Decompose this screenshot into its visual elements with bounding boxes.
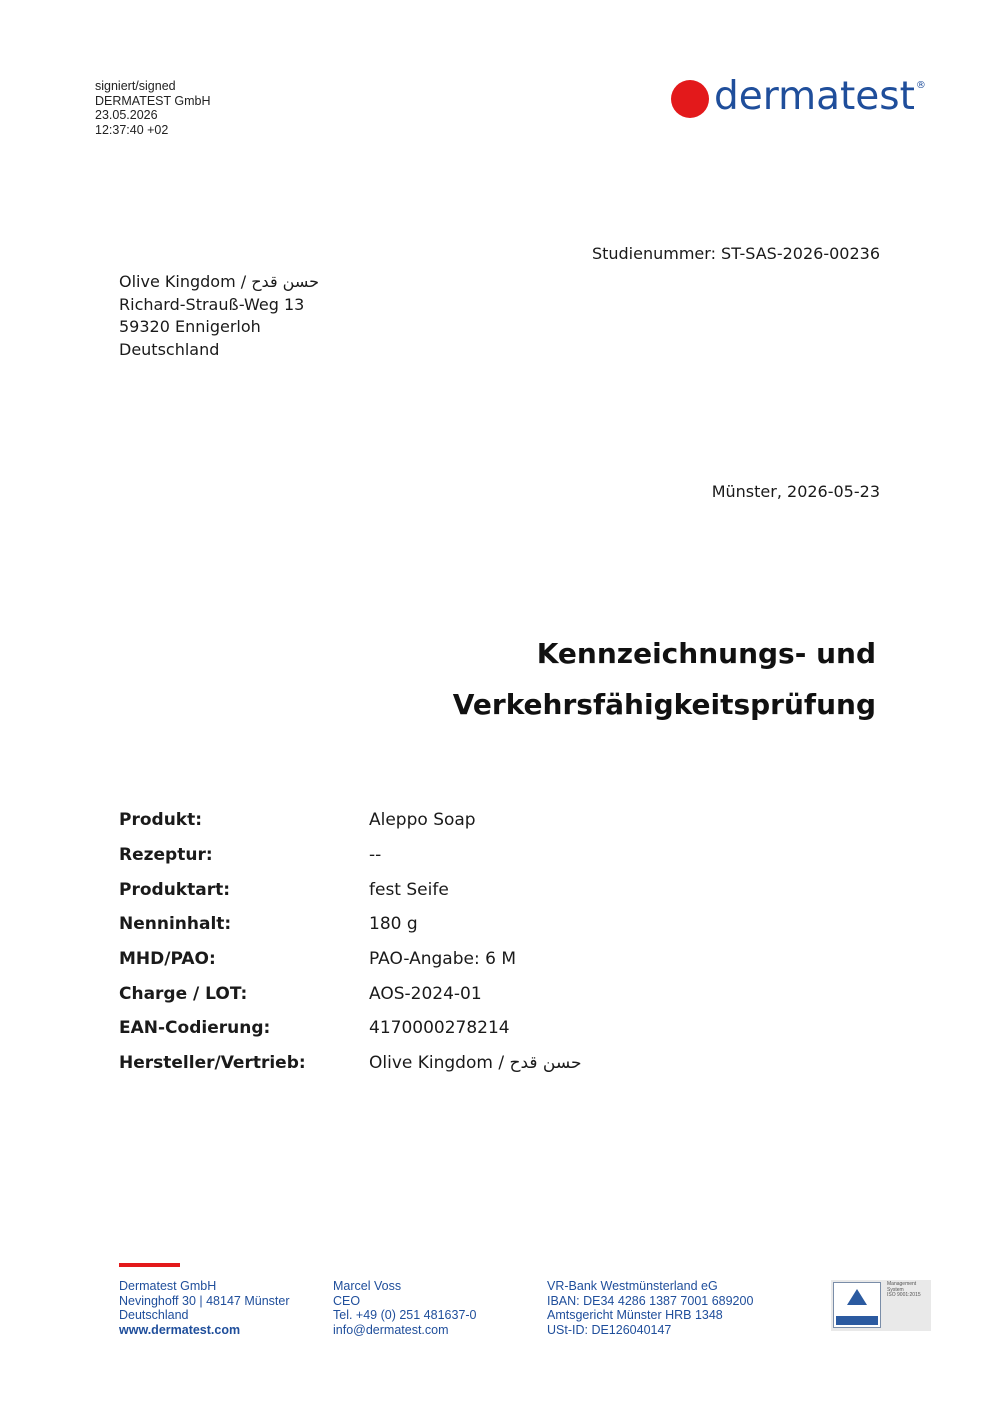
fact-label: Charge / LOT: [119,983,248,1004]
fact-label: Rezeptur: [119,845,213,866]
fact-label: MHD/PAO: [119,949,216,970]
cert-line: System [887,1286,904,1293]
footer-company [119,1279,290,1337]
court-register: Amtsgericht Münster HRB 1348 [547,1308,723,1323]
vat-id: USt-ID: DE126040147 [547,1322,672,1337]
document-title [453,628,876,730]
signature-line: signiert/signed [95,79,176,93]
fact-row [119,838,582,873]
bank-name: VR-Bank Westmünsterland eG [547,1279,718,1293]
address-line: Olive Kingdom / حسن قدح [119,272,320,291]
tuv-certification-seal [831,1280,931,1331]
title-line: Verkehrsfähigkeitsprüfung [452,688,876,721]
study-number: Studienummer: ST-SAS-2026-00236 [591,244,880,263]
certification-text [883,1280,931,1331]
signature-line: DERMATEST GmbH [95,93,211,108]
fact-label: EAN-Codierung: [119,1018,271,1039]
recipient-address [119,271,319,361]
contact-name: Marcel Voss [333,1279,402,1293]
fact-value: AOS-2024-01 [369,983,482,1004]
fact-row [119,1046,582,1081]
place-date: Münster, 2026-05-23 [711,482,880,501]
fact-value: fest Seife [369,879,449,900]
dermatest-logo [671,74,926,121]
signature-line: 12:37:40 +02 [95,122,169,137]
product-facts [119,803,582,1081]
address-line: Deutschland [119,339,220,359]
tuv-badge-icon [833,1282,881,1328]
fact-value: Olive Kingdom / حسن قدح [369,1053,582,1074]
contact-phone: Tel. +49 (0) 251 481637-0 [333,1308,477,1323]
fact-row [119,872,582,907]
fact-value: 4170000278214 [369,1018,510,1039]
tuv-band [836,1316,878,1325]
fact-label: Produkt: [119,810,203,831]
fact-label: Hersteller/Vertrieb: [119,1053,306,1074]
fact-value: -- [369,845,382,866]
fact-label: Produktart: [119,879,231,900]
contact-email-link[interactable]: info@dermatest.com [333,1322,449,1337]
company-website-link[interactable]: www.dermatest.com [119,1322,241,1337]
fact-row [119,803,582,838]
logo-dot-icon [671,80,709,118]
title-line: Kennzeichnungs- und [536,637,876,670]
fact-value: Aleppo Soap [369,810,476,831]
address-line: 59320 Ennigerloh [119,317,261,337]
footer-accent-bar [119,1263,180,1267]
registered-mark: ® [915,79,926,91]
address-line: Richard-Strauß-Weg 13 [119,294,305,314]
footer-contact [333,1279,477,1337]
fact-row [119,942,582,977]
fact-row [119,976,582,1011]
cert-line: Management [887,1281,917,1287]
cert-line: ISO 9001:2015 [887,1292,921,1299]
fact-label: Nenninhalt: [119,914,232,935]
tuv-triangle-icon [847,1289,867,1305]
contact-role: CEO [333,1293,361,1308]
fact-value: PAO-Angabe: 6 M [369,949,516,970]
signature-line: 23.05.2026 [95,108,158,123]
fact-value: 180 g [369,914,418,935]
company-address: Nevinghoff 30 | 48147 Münster [119,1293,290,1308]
signature-block [95,79,211,137]
company-country: Deutschland [119,1308,189,1323]
logo-text: dermatest [714,74,915,119]
fact-row [119,1011,582,1046]
fact-row [119,907,582,942]
bank-iban: IBAN: DE34 4286 1387 7001 689200 [547,1293,754,1308]
company-name: Dermatest GmbH [119,1279,217,1293]
footer-bank [547,1279,753,1337]
